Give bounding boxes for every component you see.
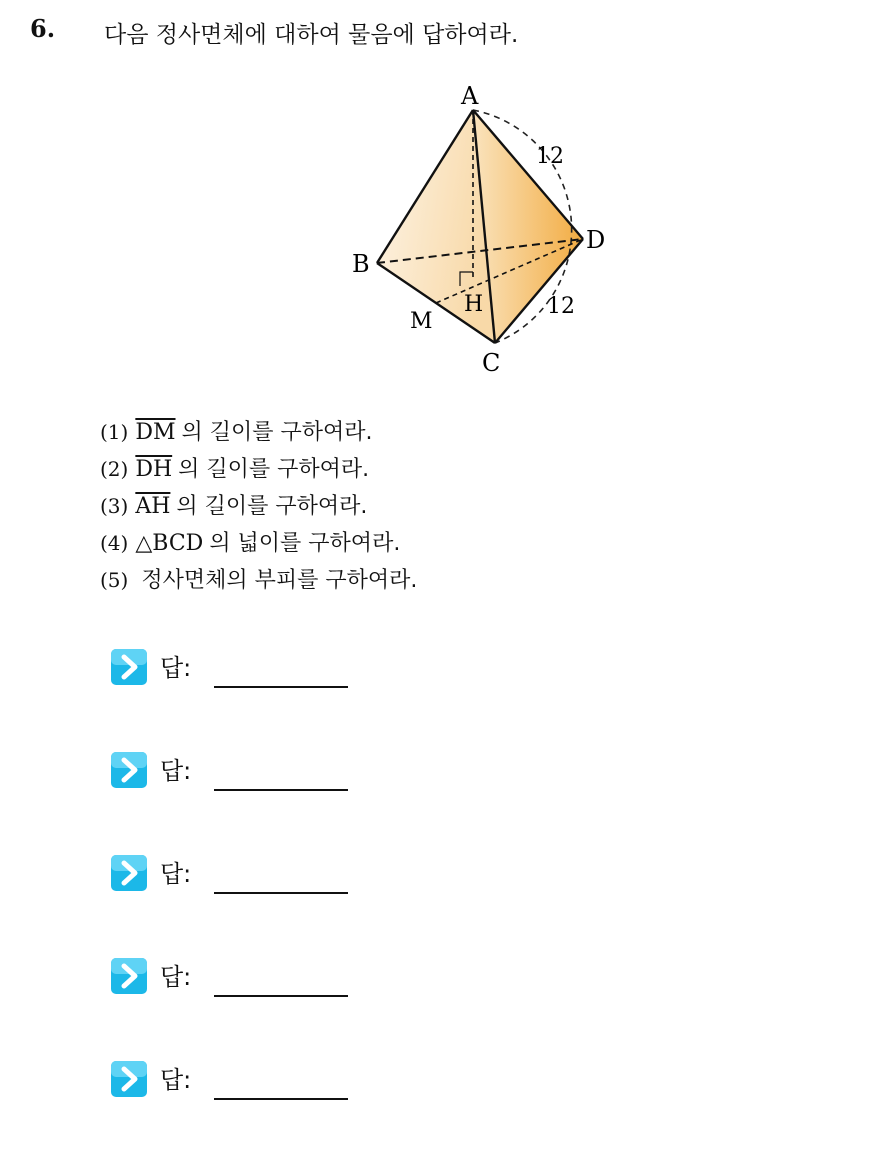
chevron-right-icon[interactable]	[110, 854, 148, 892]
chevron-right-icon[interactable]	[110, 648, 148, 686]
subquestion-number: (2)	[100, 457, 129, 481]
segment-label: $\overline{AH}$	[135, 494, 171, 519]
subquestion-number: (4)	[100, 531, 129, 555]
question-number: 6.	[30, 14, 56, 43]
subquestion-text: 의 길이를 구하여라.	[176, 494, 368, 519]
subquestion-1	[100, 414, 417, 451]
subquestion-number: (3)	[100, 494, 129, 518]
label-h: H	[464, 292, 484, 317]
subquestion-text: 의 길이를 구하여라.	[178, 457, 370, 482]
subquestion-text: 의 넓이를 구하여라.	[209, 531, 401, 556]
subquestion-text: 정사면체의 부피를 구하여라.	[141, 568, 418, 593]
chevron-right-icon[interactable]	[110, 1060, 148, 1098]
answer-blank[interactable]	[214, 892, 348, 894]
subquestion-number: (5)	[100, 568, 129, 592]
answer-label: 답:	[160, 1066, 192, 1094]
subquestion-2	[100, 451, 417, 488]
label-a: A	[461, 82, 479, 110]
subquestion-3	[100, 488, 417, 525]
segment-label: $\overline{DM}$	[135, 420, 176, 445]
chevron-right-icon[interactable]	[110, 957, 148, 995]
subquestion-text: 의 길이를 구하여라.	[181, 420, 373, 445]
triangle-label: △BCD	[135, 531, 204, 556]
edge-length-cd: 12	[547, 294, 575, 319]
answer-blank[interactable]	[214, 1098, 348, 1100]
tetrahedron-diagram	[340, 78, 620, 378]
answer-blank[interactable]	[214, 686, 348, 688]
segment-label: $\overline{DH}$	[135, 457, 173, 482]
edge-length-ad: 12	[536, 144, 564, 169]
answer-label: 답:	[160, 963, 192, 991]
label-c: C	[482, 349, 501, 377]
label-d: D	[586, 226, 606, 254]
label-m: M	[410, 309, 433, 334]
subquestion-list	[100, 414, 417, 599]
answer-blank[interactable]	[214, 995, 348, 997]
answer-blank[interactable]	[214, 789, 348, 791]
question-text: 다음 정사면체에 대하여 물음에 답하여라.	[104, 22, 519, 48]
subquestion-number: (1)	[100, 420, 129, 444]
tetrahedron-figure	[340, 78, 620, 378]
answer-label: 답:	[160, 757, 192, 785]
answer-label: 답:	[160, 860, 192, 888]
subquestion-4	[100, 525, 417, 562]
answer-label: 답:	[160, 654, 192, 682]
label-b: B	[352, 250, 370, 278]
subquestion-5	[100, 562, 417, 599]
chevron-right-icon[interactable]	[110, 751, 148, 789]
